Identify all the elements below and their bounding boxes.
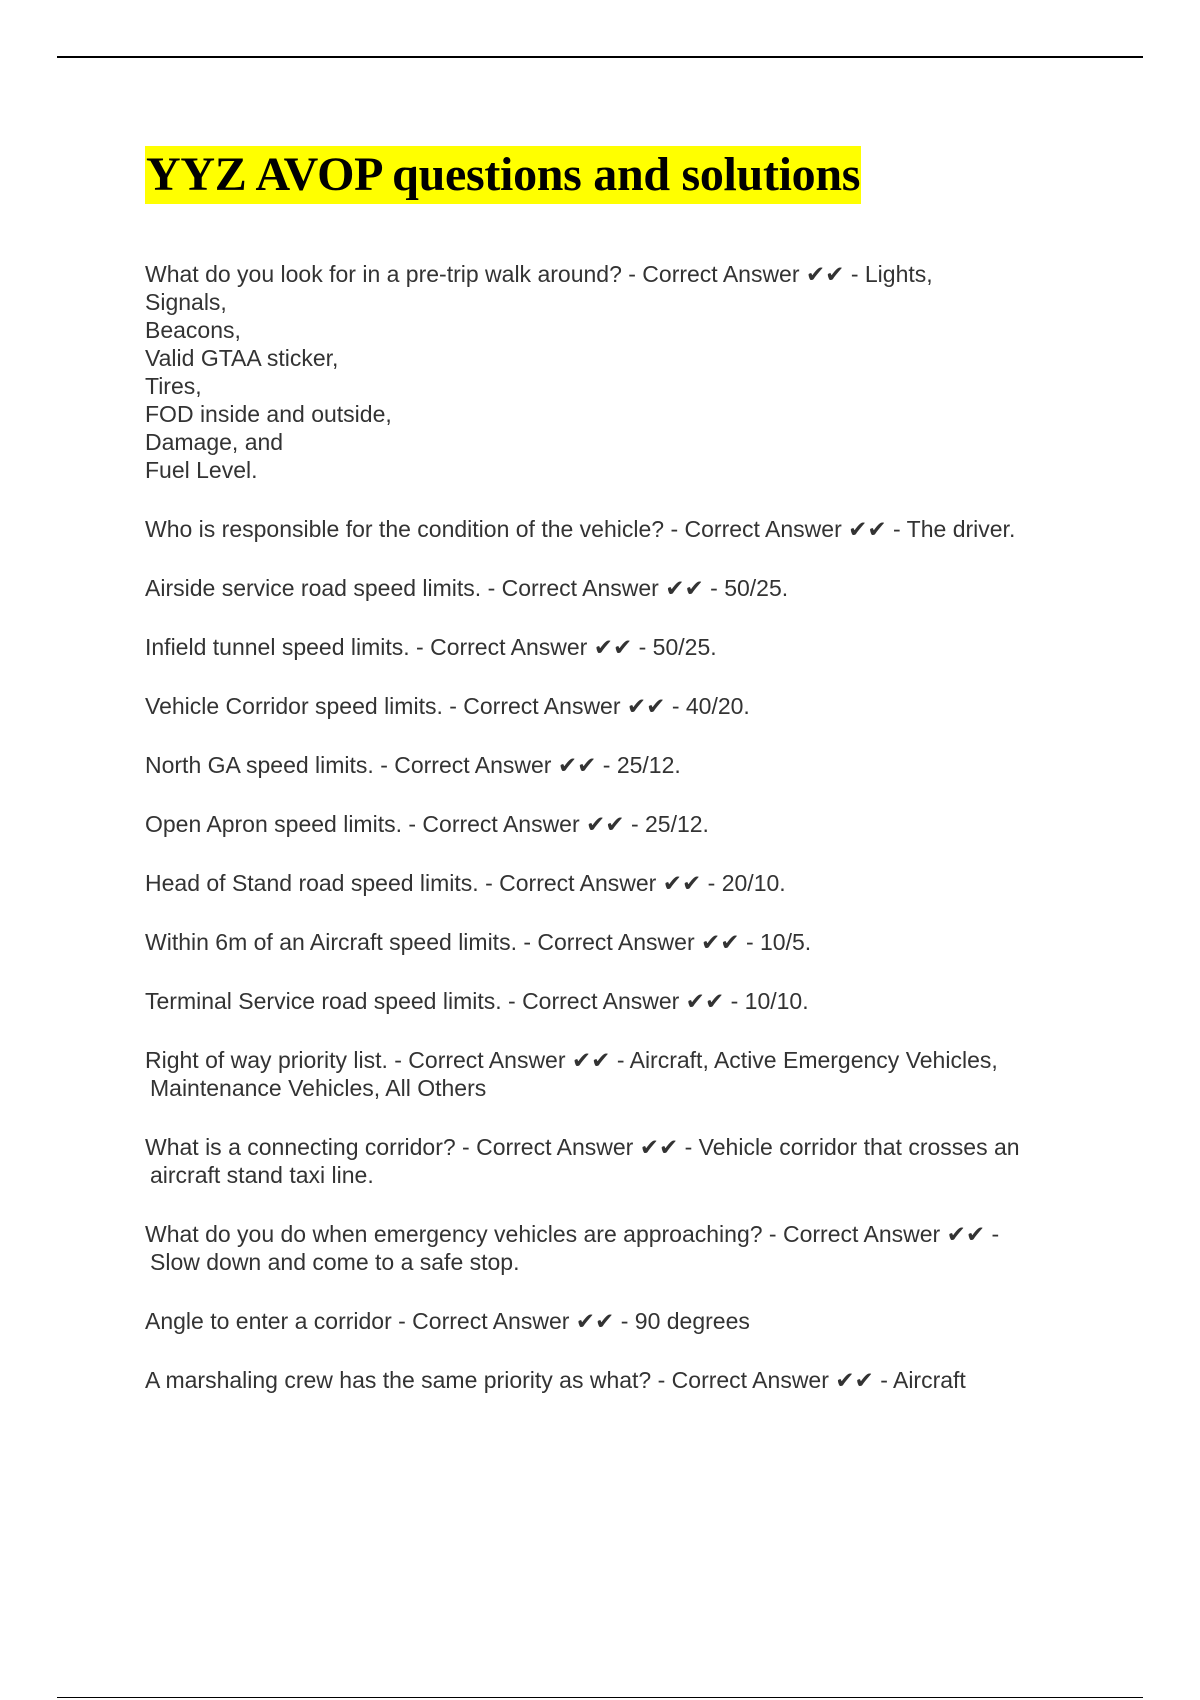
document-page bbox=[145, 146, 1085, 1425]
qa-text: Who is responsible for the condition of the vehicle? - Correct Answer ✔✔ - The driver. bbox=[145, 516, 1016, 542]
qa-text-continued: Maintenance Vehicles, All Others bbox=[150, 1075, 487, 1101]
qa-text-continued: aircraft stand taxi line. bbox=[150, 1162, 374, 1188]
qa-item bbox=[145, 692, 1085, 720]
qa-item bbox=[145, 1307, 1085, 1335]
qa-item bbox=[145, 633, 1085, 661]
qa-text: What is a connecting corridor? - Correct Answer ✔✔ - Vehicle corridor that crosses an bbox=[145, 1134, 1020, 1160]
qa-text: FOD inside and outside, bbox=[145, 401, 392, 427]
qa-text: Terminal Service road speed limits. - Correct Answer ✔✔ - 10/10. bbox=[145, 988, 809, 1014]
qa-text: What do you look for in a pre-trip walk around? - Correct Answer ✔✔ - Lights, bbox=[145, 261, 933, 287]
qa-item bbox=[145, 1046, 1085, 1102]
qa-item bbox=[145, 928, 1085, 956]
top-rule bbox=[57, 56, 1143, 58]
qa-text: Right of way priority list. - Correct Answer ✔✔ - Aircraft, Active Emergency Vehicles, bbox=[145, 1047, 998, 1073]
qa-text: Beacons, bbox=[145, 317, 241, 343]
qa-text: Infield tunnel speed limits. - Correct Answer ✔✔ - 50/25. bbox=[145, 634, 717, 660]
qa-item bbox=[145, 869, 1085, 897]
qa-text: Valid GTAA sticker, bbox=[145, 345, 339, 371]
qa-item bbox=[145, 1366, 1085, 1394]
qa-text: What do you do when emergency vehicles are approaching? - Correct Answer ✔✔ - bbox=[145, 1221, 1000, 1247]
bottom-rule bbox=[57, 1697, 1143, 1698]
qa-item bbox=[145, 751, 1085, 779]
qa-item bbox=[145, 987, 1085, 1015]
qa-text: Vehicle Corridor speed limits. - Correct Answer ✔✔ - 40/20. bbox=[145, 693, 750, 719]
qa-text: Angle to enter a corridor - Correct Answer ✔✔ - 90 degrees bbox=[145, 1308, 750, 1334]
qa-item bbox=[145, 1220, 1085, 1276]
qa-text: Fuel Level. bbox=[145, 457, 258, 483]
qa-text: Tires, bbox=[145, 373, 202, 399]
qa-item bbox=[145, 515, 1085, 543]
qa-text: Signals, bbox=[145, 289, 227, 315]
qa-text: Head of Stand road speed limits. - Correct Answer ✔✔ - 20/10. bbox=[145, 870, 786, 896]
qa-item bbox=[145, 810, 1085, 838]
qa-text: Airside service road speed limits. - Correct Answer ✔✔ - 50/25. bbox=[145, 575, 789, 601]
qa-item bbox=[145, 260, 1085, 484]
qa-text-continued: Slow down and come to a safe stop. bbox=[150, 1249, 520, 1275]
qa-text: North GA speed limits. - Correct Answer ✔✔ - 25/12. bbox=[145, 752, 681, 778]
qa-text: Damage, and bbox=[145, 429, 284, 455]
qa-item bbox=[145, 1133, 1085, 1189]
qa-item bbox=[145, 574, 1085, 602]
page-title: YYZ AVOP questions and solutions bbox=[145, 146, 861, 204]
qa-text: Open Apron speed limits. - Correct Answer ✔✔ - 25/12. bbox=[145, 811, 709, 837]
qa-text: Within 6m of an Aircraft speed limits. - Correct Answer ✔✔ - 10/5. bbox=[145, 929, 812, 955]
qa-text: A marshaling crew has the same priority as what? - Correct Answer ✔✔ - Aircraft bbox=[145, 1367, 966, 1393]
qa-list bbox=[145, 260, 1085, 1394]
